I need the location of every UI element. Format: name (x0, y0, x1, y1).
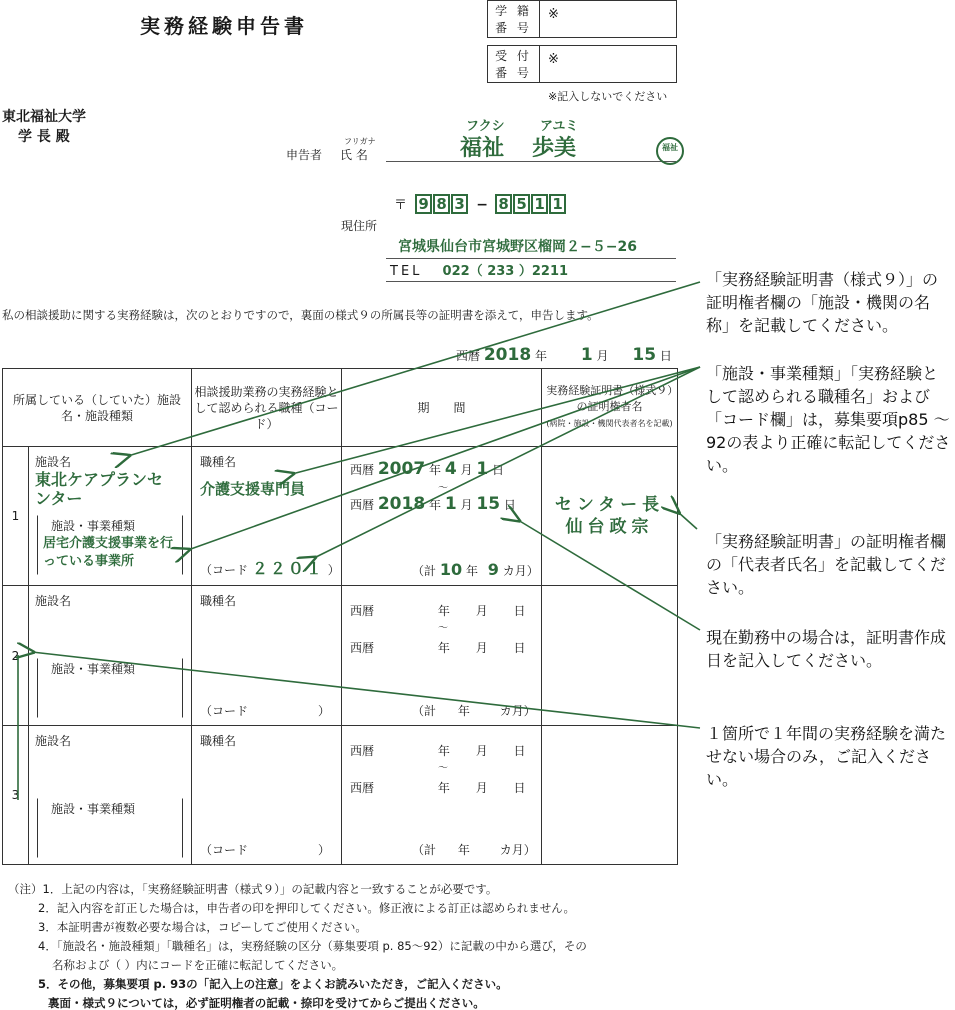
furigana-given: アユミ (540, 119, 579, 134)
table-row (3, 447, 678, 586)
period-cell: 西暦 年 月 日 〜 西暦 年 月 日 （計 年 カ月） (342, 726, 542, 865)
zip-code: 〒 9 8 3 − 8 5 1 1 (394, 194, 567, 214)
period-from: 西暦 2007 年 4 月 1 日 (350, 459, 505, 479)
callout-facility-name: 「実務経験証明書（様式９）」の証明権者欄の「施設・機関の名称」を記載してください。 (706, 270, 939, 335)
note-item: 5．その他，募集要項 p. 93の「記入上の注意」をよくお読みいただき，ご記入ください。 (38, 977, 508, 991)
row-number: 3 (3, 726, 29, 865)
job-cell: 職種名 （コード ） (192, 586, 342, 726)
code-field: （コード ） (200, 704, 331, 718)
period-total: （計 年 カ月） (412, 704, 536, 718)
submission-date: 西暦 2018 年 1 月 15 日 (456, 345, 672, 365)
addressee: 東北福祉大学 学 長 殿 (2, 109, 86, 145)
applicant-label: 申告者 (286, 148, 323, 162)
callout-current-employment: 現在勤務中の場合は，証明書作成日を記入してください。 (706, 628, 947, 670)
row-number: 2 (3, 586, 29, 726)
callout-representative: 「実務経験証明書」の証明権者欄の「代表者氏名」を記載してください。 (706, 532, 947, 597)
period-to: 西暦 2018 年 1 月 15 日 (350, 494, 516, 514)
table-header-row (3, 369, 678, 447)
header-certifier: 実務経験証明書（様式９）の証明権者名 (病院・施設・機関代表者名を記載) (542, 369, 678, 447)
facility-cell: 施設名 施設・事業種類 (29, 726, 192, 865)
family-name: 福祉 (460, 136, 505, 161)
certifier-cell (542, 447, 678, 586)
facility-type: 居宅介護支援事業を行っている事業所 (43, 536, 174, 569)
period-total: （計 10 年 9 カ月） (412, 560, 539, 579)
note-item: 裏面・様式９については，必ず証明権者の記載・捺印を受けてからご提出ください。 (48, 996, 485, 1010)
table-row (3, 726, 678, 865)
given-name: 歩美 (532, 136, 577, 161)
header-facility: 所属している（していた）施設名・施設種類 (3, 369, 192, 447)
address-label: 現住所 (341, 219, 378, 233)
facility-cell: 施設名 東北ケアプランセンター 施設・事業種類 居宅介護支援事業を行っている事業所 (29, 447, 192, 586)
table-row (3, 586, 678, 726)
note-item: 4．「施設名・施設種類」「職種名」は，実務経験の区分（募集要項 p. 85〜92）に記載の中から選び，その (38, 939, 587, 953)
facility-cell: 施設名 施設・事業種類 (29, 586, 192, 726)
statement-text: 私の相談援助に関する実務経験は，次のとおりですので，裏面の様式９の所属長等の証明書を添えて，申告します。 (2, 308, 599, 322)
period-total: （計 年 カ月） (412, 843, 536, 857)
code-field: （コード ） (200, 843, 331, 857)
row-number: 1 (3, 447, 29, 586)
period-cell: 西暦 年 月 日 〜 西暦 年 月 日 （計 年 カ月） (342, 586, 542, 726)
code-field: （コード ２２０１ ） (200, 559, 340, 578)
furigana-label: フリガナ (344, 137, 376, 146)
period-cell: 西暦 2007 年 4 月 1 日 〜 西暦 2018 年 1 月 15 日 （計 10 年 9 カ月） (342, 447, 542, 586)
certifier-cell (542, 586, 678, 726)
certifier-cell (542, 726, 678, 865)
callout-type-job-code: 「施設・事業種類」「実務経験として認められる職種名」および「コード欄」は，募集要項p85 〜 92の表より正確に転記してください。 (706, 364, 951, 475)
callout-additional-sites: １箇所で１年間の実務経験を満たせない場合のみ，ご記入ください。 (706, 724, 947, 789)
header-period: 期 間 (342, 369, 542, 447)
tel-line: TEL 022（ 233 ）2211 (386, 260, 676, 282)
page-title: 実務経験申告書 (140, 14, 308, 38)
furigana-family: フクシ (466, 119, 505, 134)
job-cell: 職種名 介護支援専門員 （コード ２２０１ ） (192, 447, 342, 586)
note-item: 2．記入内容を訂正した場合は，申告者の印を押印してください。修正液による訂正は認められません。 (38, 901, 576, 915)
note-item: 3．本証明書が複数必要な場合は，コピーしてご使用ください。 (38, 920, 367, 934)
certifier-name: センター長 仙台政宗 (554, 495, 665, 537)
job-cell: 職種名 （コード ） (192, 726, 342, 865)
facility-name: 東北ケアプランセンター (35, 470, 164, 508)
notes-section (8, 880, 587, 1010)
note-item: （注）1．上記の内容は，「実務経験証明書（様式９）」の記載内容と一致することが必要です。 (8, 882, 498, 896)
name-underline (386, 161, 676, 162)
job-name: 介護支援専門員 (200, 480, 306, 498)
name-label: 氏 名 (340, 148, 368, 162)
no-fill-note: ※記入しないでください (548, 90, 668, 103)
note-item: 名称および（ ）内にコードを正確に転記してください。 (52, 958, 344, 972)
experience-table (2, 368, 678, 865)
seal-stamp: 福祉 (656, 137, 684, 165)
student-id-box: 学 籍 番 号 ※ (487, 0, 677, 38)
receipt-id-box: 受 付 番 号 ※ (487, 45, 677, 83)
arrow-to-certifier (678, 512, 697, 529)
address-line: 宮城県仙台市宮城野区榴岡２−５−26 (386, 236, 676, 259)
header-job: 相談援助業務の実務経験として認められる職種（コード） (192, 369, 342, 447)
